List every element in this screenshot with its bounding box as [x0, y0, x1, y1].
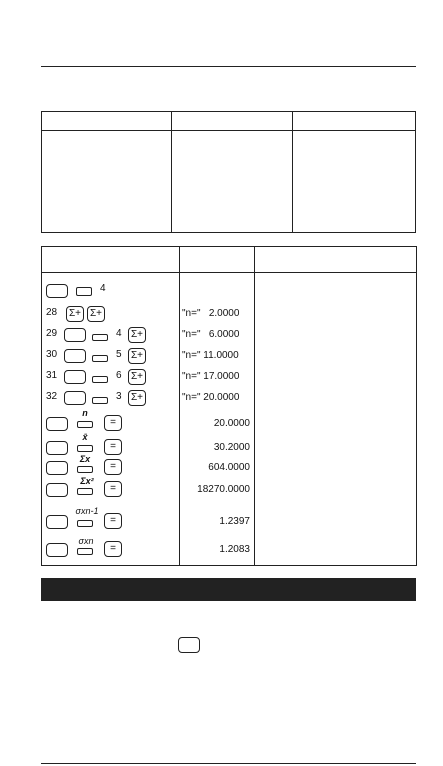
key-button[interactable]	[92, 355, 108, 362]
key-button[interactable]	[92, 334, 108, 341]
key-button[interactable]	[64, 349, 86, 363]
step-number: 30	[46, 349, 58, 360]
table-row	[42, 388, 416, 408]
display-value: "n=" 2.0000	[182, 308, 240, 319]
key-button[interactable]	[46, 515, 68, 529]
function-label: Σx	[79, 454, 91, 464]
function-label: σxn	[78, 536, 94, 546]
step-number: 31	[46, 370, 58, 381]
table-row	[42, 537, 416, 563]
table-row	[42, 367, 416, 387]
result-value: 18270.0000	[197, 484, 250, 495]
digit-label: 4	[100, 283, 106, 294]
digit-label: 3	[116, 391, 122, 402]
table-row	[42, 304, 416, 324]
table-row	[42, 455, 416, 479]
key-button[interactable]	[64, 370, 86, 384]
equals-key[interactable]: =	[104, 481, 122, 497]
key-button[interactable]	[77, 520, 93, 527]
section-bar	[41, 578, 416, 601]
step-number: 29	[46, 328, 58, 339]
sigma-plus-key[interactable]: Σ+	[128, 327, 146, 343]
function-label: n	[82, 408, 88, 418]
function-label: Σx²	[80, 476, 94, 486]
display-value: "n=" 6.0000	[182, 329, 240, 340]
key-button[interactable]	[46, 483, 68, 497]
digit-label: 6	[116, 370, 122, 381]
function-label: σxn-1	[75, 506, 99, 516]
top-rule	[41, 66, 416, 67]
equals-key[interactable]: =	[104, 439, 122, 455]
key-button[interactable]	[77, 421, 93, 428]
result-value: 604.0000	[208, 462, 250, 473]
table-row	[42, 325, 416, 345]
key-button[interactable]	[46, 461, 68, 475]
upper-table	[41, 111, 416, 233]
result-value: 30.2000	[213, 442, 250, 453]
table-row	[42, 507, 416, 533]
equals-key[interactable]: =	[104, 513, 122, 529]
equals-key[interactable]: =	[104, 415, 122, 431]
digit-label: 5	[116, 349, 122, 360]
sigma-plus-key[interactable]: Σ+	[128, 369, 146, 385]
digit-label: 4	[116, 328, 122, 339]
keystroke-table	[41, 246, 417, 566]
display-value: "n=" 20.0000	[182, 392, 240, 403]
table-row	[42, 433, 416, 457]
key-button[interactable]	[46, 417, 68, 431]
sigma-plus-key[interactable]: Σ+	[66, 306, 84, 322]
key-button[interactable]	[178, 637, 200, 653]
result-value: 20.0000	[213, 418, 250, 429]
table-row	[42, 346, 416, 366]
key-button[interactable]	[92, 397, 108, 404]
equals-key[interactable]: =	[104, 459, 122, 475]
result-value: 1.2083	[219, 544, 250, 555]
key-button[interactable]	[77, 445, 93, 452]
key-button[interactable]	[64, 328, 86, 342]
key-button[interactable]	[76, 287, 92, 296]
table-header	[42, 247, 416, 273]
result-value: 1.2397	[219, 516, 250, 527]
step-number: 32	[46, 391, 58, 402]
table-row	[42, 281, 416, 301]
key-button[interactable]	[92, 376, 108, 383]
sigma-plus-key[interactable]: Σ+	[87, 306, 105, 322]
key-button[interactable]	[77, 466, 93, 473]
key-button[interactable]	[64, 391, 86, 405]
key-button[interactable]	[77, 548, 93, 555]
table-row	[42, 409, 416, 433]
function-label: x̄	[82, 432, 88, 442]
equals-key[interactable]: =	[104, 541, 122, 557]
step-number: 28	[46, 307, 58, 318]
key-button[interactable]	[46, 441, 68, 455]
display-value: "n=" 11.0000	[182, 350, 239, 361]
table-row	[42, 477, 416, 501]
display-value: "n=" 17.0000	[182, 371, 240, 382]
bottom-rule	[41, 763, 416, 764]
sigma-plus-key[interactable]: Σ+	[128, 390, 146, 406]
key-button[interactable]	[46, 284, 68, 298]
key-button[interactable]	[77, 488, 93, 495]
key-button[interactable]	[46, 543, 68, 557]
sigma-plus-key[interactable]: Σ+	[128, 348, 146, 364]
